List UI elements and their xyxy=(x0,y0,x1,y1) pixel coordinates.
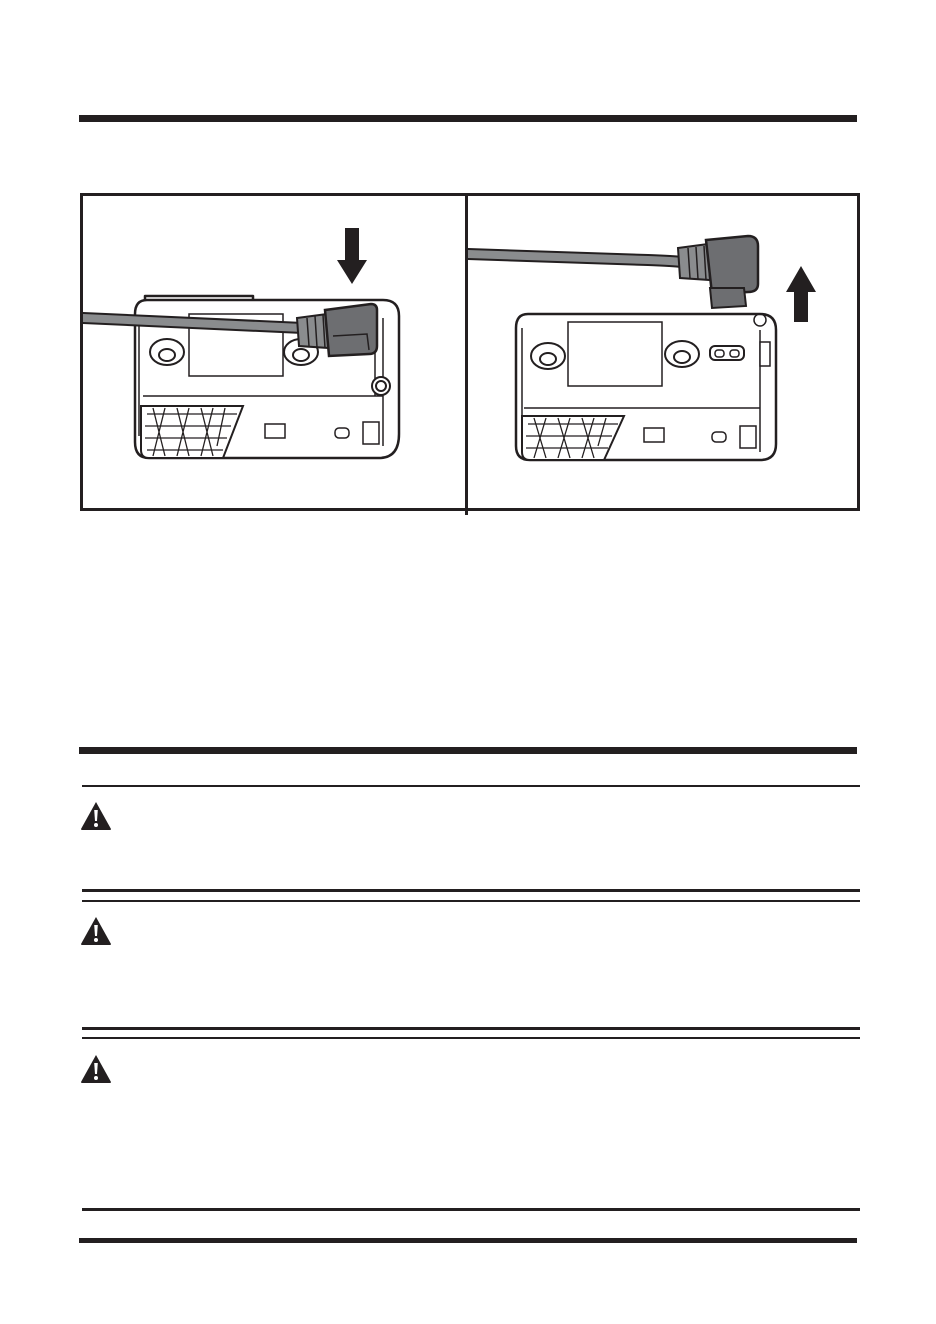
section-rule-bottom xyxy=(79,1238,857,1243)
cable-plug-remove-illustration xyxy=(468,196,857,508)
warning-triangle-icon xyxy=(80,1054,112,1084)
warning-3-rule-top xyxy=(82,1037,860,1039)
warning-3-rule-bottom xyxy=(82,1208,860,1211)
arrow-down-icon xyxy=(337,228,367,284)
section-rule-warnings xyxy=(79,747,857,754)
figure-panel-insert xyxy=(83,196,465,508)
figure-panel-remove xyxy=(468,196,857,508)
warning-triangle-icon xyxy=(80,801,112,831)
cable-plug-insert-illustration xyxy=(83,196,465,508)
arrow-up-icon xyxy=(786,266,816,322)
warning-1-rule-top xyxy=(82,785,860,787)
warning-triangle-icon xyxy=(80,916,112,946)
warning-2-rule-top xyxy=(82,900,860,902)
section-rule-top xyxy=(79,115,857,122)
warning-1-rule-bottom xyxy=(82,889,860,892)
warning-2-rule-bottom xyxy=(82,1027,860,1030)
